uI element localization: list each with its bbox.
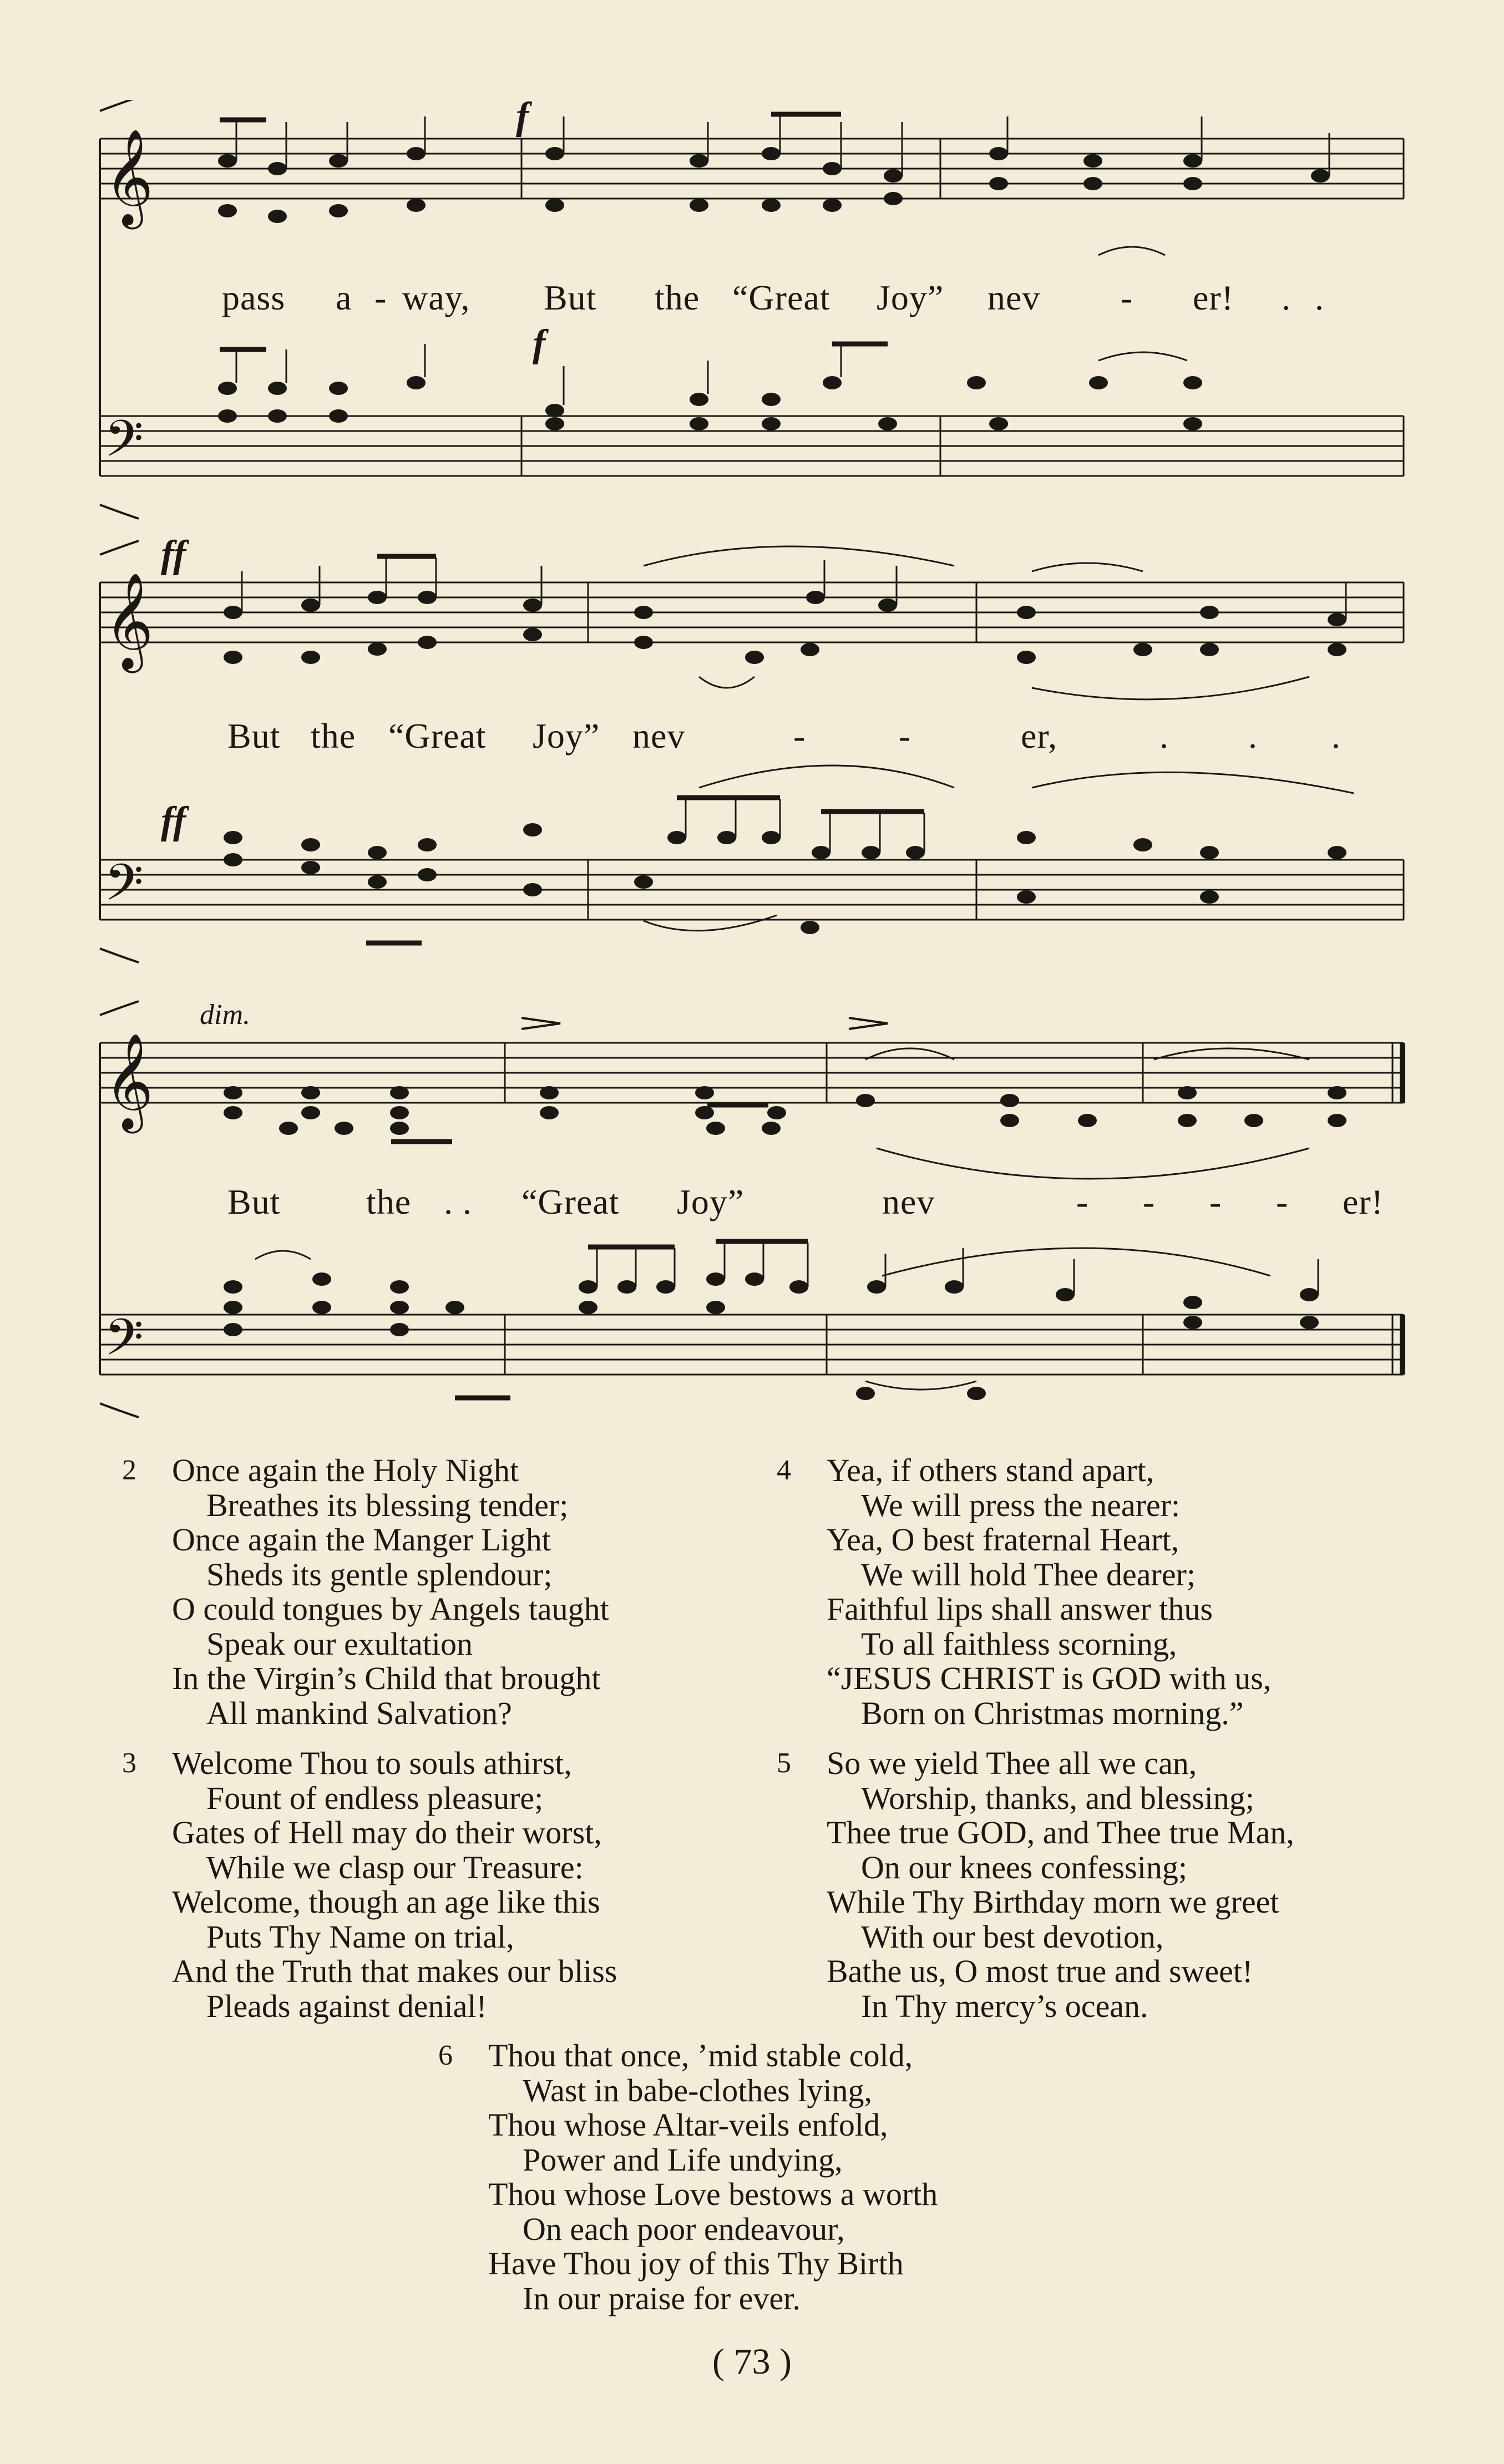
verse-line: With our best devotion,: [861, 1918, 1164, 1955]
dynamic-marking-bass: f: [533, 322, 546, 365]
verse-line: Wast in babe-clothes lying,: [523, 2072, 872, 2108]
svg-text:𝄞: 𝄞: [104, 572, 154, 669]
lyric-syllable: -: [374, 278, 387, 317]
lyric-syllable: -: [793, 716, 806, 756]
verse-line: Sheds its gentle splendour;: [206, 1556, 553, 1593]
verse-line: Faithful lips shall answer thus: [827, 1591, 1213, 1627]
lyric-syllable: .: [1248, 716, 1258, 756]
verse-line: Yea, if others stand apart,: [827, 1452, 1154, 1488]
lyric-syllable: .: [1282, 278, 1291, 317]
verse-3: [122, 1745, 617, 2024]
verse-line: Once again the Manger Light: [172, 1522, 551, 1558]
lyric-syllable: nev: [988, 278, 1041, 317]
verse-line: Breathes its blessing tender;: [206, 1487, 569, 1523]
verse-line: To all faithless scorning,: [861, 1625, 1177, 1662]
verse-line: So we yield Thee all we can,: [827, 1745, 1197, 1781]
svg-text:𝄢: 𝄢: [104, 409, 144, 480]
lyric-syllable: -: [1076, 1182, 1089, 1221]
verse-line: Fount of endless pleasure;: [206, 1779, 544, 1816]
verse-line: And the Truth that makes our bliss: [172, 1953, 617, 1989]
verse-line: Speak our exultation: [206, 1625, 473, 1662]
verse-line: Puts Thy Name on trial,: [206, 1918, 514, 1955]
lyric-syllable: er,: [1021, 716, 1058, 756]
lyric-syllable: -: [1209, 1182, 1222, 1221]
page-number: ( 73 ): [712, 2341, 792, 2382]
verse-line: We will press the nearer:: [861, 1487, 1181, 1523]
lyric-syllable: -: [899, 716, 911, 756]
lyric-syllable: Joy”: [533, 716, 600, 756]
music-system-2: [89, 533, 1409, 976]
lyric-syllable: “Great: [521, 1182, 620, 1221]
svg-text:𝄞: 𝄞: [104, 1033, 154, 1129]
verse-line: Pleads against denial!: [206, 1988, 487, 2024]
verse-line: Once again the Holy Night: [172, 1452, 519, 1488]
verse-6: [438, 2037, 938, 2316]
lyric-syllable: . .: [444, 1182, 472, 1221]
dynamic-marking-treble: f: [516, 95, 529, 138]
dynamic-marking-bass: ff: [161, 799, 186, 842]
lyric-syllable: .: [1331, 716, 1341, 756]
verse-line: Bathe us, O most true and sweet!: [827, 1953, 1253, 1989]
lyric-syllable: “Great: [388, 716, 487, 756]
verse-line: Born on Christmas morning.”: [861, 1695, 1244, 1731]
verse-4: [777, 1452, 1272, 1731]
music-system-3: [89, 998, 1409, 1442]
verse-5: [777, 1745, 1294, 2024]
music-system-1: [89, 95, 1409, 521]
lyric-syllable: pass: [222, 278, 286, 317]
lyric-syllable: er!: [1343, 1182, 1384, 1221]
verse-line: On each poor endeavour,: [523, 2210, 845, 2247]
verse-line: Thee true GOD, and Thee true Man,: [827, 1814, 1294, 1850]
verse-number: 3: [122, 1747, 136, 1779]
verse-line: Welcome, though an age like this: [172, 1884, 600, 1920]
verse-line: Gates of Hell may do their worst,: [172, 1814, 602, 1850]
verse-line: O could tongues by Angels taught: [172, 1591, 609, 1627]
verse-line: Have Thou joy of this Thy Birth: [488, 2245, 904, 2282]
verse-line: In the Virgin’s Child that brought: [172, 1660, 601, 1696]
lyric-syllable: But: [227, 1182, 281, 1221]
verse-line: Welcome Thou to souls athirst,: [172, 1745, 572, 1781]
lyric-syllable: Joy”: [677, 1182, 745, 1221]
lyric-syllable: the: [311, 716, 356, 756]
verse-line: In Thy mercy’s ocean.: [861, 1988, 1148, 2024]
svg-text:𝄢: 𝄢: [104, 1308, 144, 1379]
verse-2: [122, 1452, 609, 1731]
lyric-syllable: .: [1159, 716, 1169, 756]
lyric-syllable: way,: [402, 278, 470, 317]
verse-number: 2: [122, 1454, 136, 1486]
verse-line: While we clasp our Treasure:: [206, 1849, 584, 1885]
lyric-line-3: [89, 1182, 1409, 1231]
verse-line: All mankind Salvation?: [206, 1695, 512, 1731]
lyric-syllable: Joy”: [877, 278, 944, 317]
dynamic-marking-treble: ff: [161, 533, 186, 576]
lyric-line-1: [89, 277, 1409, 327]
verse-line: In our praise for ever.: [523, 2280, 801, 2316]
verse-line: We will hold Thee dearer;: [861, 1556, 1196, 1593]
verse-line: Thou whose Altar-veils enfold,: [488, 2107, 888, 2143]
lyric-syllable: -: [1143, 1182, 1156, 1221]
verse-line: Thou that once, ’mid stable cold,: [488, 2037, 913, 2073]
dynamic-marking-treble: dim.: [200, 999, 250, 1031]
verse-line: “JESUS CHRIST is GOD with us,: [827, 1660, 1272, 1696]
verse-number: 4: [777, 1454, 791, 1486]
svg-text:𝄞: 𝄞: [104, 129, 154, 225]
lyric-syllable: But: [227, 716, 281, 756]
lyric-syllable: nev: [632, 716, 686, 756]
verse-line: Thou whose Love bestows a worth: [488, 2176, 938, 2212]
lyric-syllable: “Great: [732, 278, 831, 317]
lyric-syllable: the: [366, 1182, 412, 1221]
verse-line: While Thy Birthday morn we greet: [827, 1884, 1279, 1920]
verse-line: Power and Life undying,: [523, 2141, 843, 2178]
verse-number: 5: [777, 1747, 791, 1779]
verse-line: Worship, thanks, and blessing;: [861, 1779, 1254, 1816]
lyric-syllable: .: [1315, 278, 1324, 317]
verse-line: Yea, O best fraternal Heart,: [827, 1522, 1179, 1558]
lyric-syllable: er!: [1193, 278, 1234, 317]
verse-line: On our knees confessing;: [861, 1849, 1187, 1885]
lyric-syllable: nev: [882, 1182, 935, 1221]
lyric-syllable: the: [655, 278, 700, 317]
lyric-syllable: a: [336, 278, 352, 317]
lyric-syllable: But: [544, 278, 597, 317]
lyric-line-2: [89, 716, 1409, 765]
lyric-syllable: -: [1121, 278, 1133, 317]
svg-text:𝄢: 𝄢: [104, 853, 144, 924]
verse-number: 6: [438, 2040, 453, 2071]
lyric-syllable: -: [1276, 1182, 1289, 1221]
